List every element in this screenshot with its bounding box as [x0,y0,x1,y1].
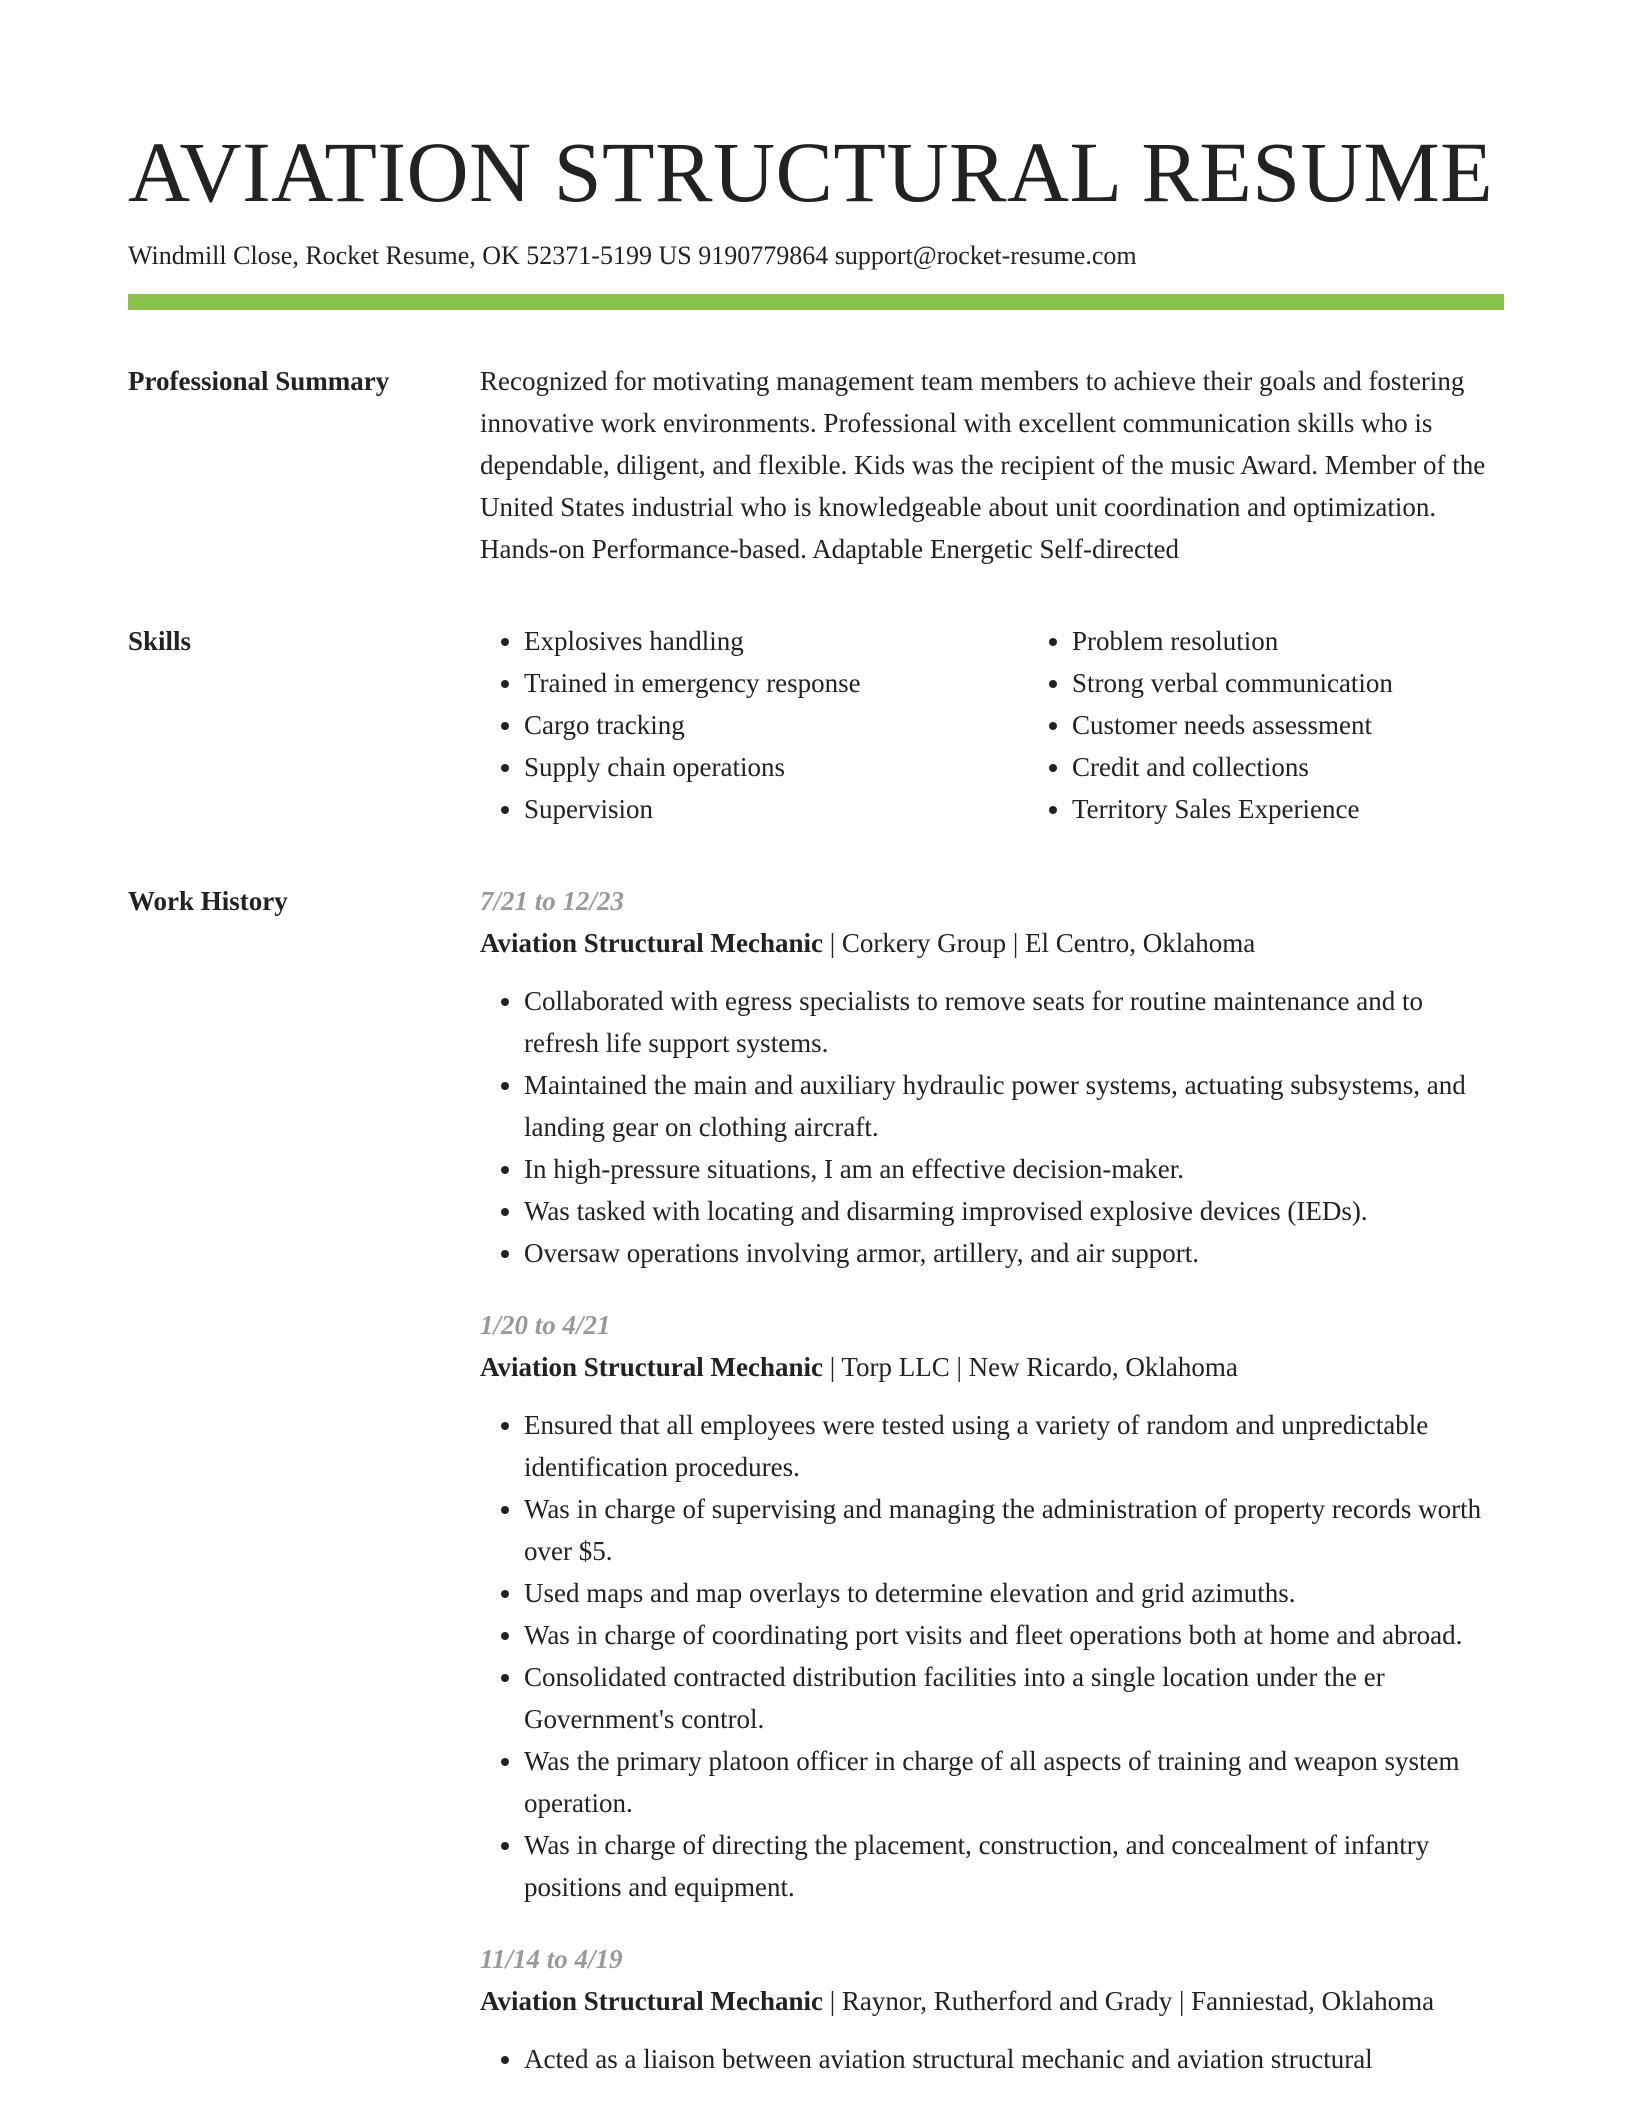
job-bullet: • Was in charge of directing the placement, construction, and concealment of infantry positions and equipment. [524,1824,1504,1908]
job-dates: 1/20 to 4/21 [480,1310,611,1340]
summary-text: Recognized for motivating management team members to achieve their goals and fostering innovative work environments. Professional with excellent communication skills who is dependable, diligent, and flexible. Kids was the recipient of the music Award. Member of the United States industrial who is knowledgeable about unit coordination and optimization. Hands-on Performance-based. Adaptable Energetic Self-directed [480,366,1486,564]
contact-address: Windmill Close, Rocket Resume, OK 52371-5199 US [128,241,692,270]
job-bullet: • Maintained the main and auxiliary hydraulic power systems, actuating subsystems, and landing gear on clothing aircraft. [524,1064,1504,1148]
job-bullet: • Was in charge of supervising and managing the administration of property records worth over $5. [524,1488,1504,1572]
job-employer-location: | Raynor, Rutherford and Grady | Fanniestad, Oklahoma [822,1986,1435,2016]
job-title-line [480,922,1504,964]
summary-section [128,360,1504,570]
skill-item: • Customer needs assessment [1072,704,1393,746]
summary-heading: Professional Summary [128,366,390,396]
skills-section [128,620,1504,830]
skill-item: • Credit and collections [1072,746,1393,788]
contact-line [128,238,1504,274]
job-title-line [480,1346,1504,1388]
work-history-heading: Work History [128,886,288,916]
job-bullet: • Was tasked with locating and disarming improvised explosive devices (IEDs). [524,1190,1504,1232]
resume-page [128,118,1504,2110]
accent-divider [128,294,1504,310]
job-bullet: • Was in charge of coordinating port visits and fleet operations both at home and abroad. [524,1614,1504,1656]
skill-item: • Territory Sales Experience [1072,788,1393,830]
contact-phone: 9190779864 [698,241,829,270]
job-entry [480,880,1504,1274]
job-bullet: • Oversaw operations involving armor, artillery, and air support. [524,1232,1504,1274]
job-title-line [480,1980,1504,2022]
skill-item: • Supply chain operations [524,746,1028,788]
job-list [480,880,1504,2110]
skills-list-right [1028,620,1393,830]
job-bullet: • Ensured that all employees were tested using a variety of random and unpredictable identification procedures. [524,1404,1504,1488]
skills-list-left [480,620,1028,830]
skill-item: • Trained in emergency response [524,662,1028,704]
job-role: Aviation Structural Mechanic [480,928,823,958]
job-bullet: • Consolidated contracted distribution facilities into a single location under the er Government's control. [524,1656,1504,1740]
skill-item: • Problem resolution [1072,620,1393,662]
resume-title: AVIATION STRUCTURAL RESUME [128,124,1494,220]
skill-item: • Strong verbal communication [1072,662,1393,704]
job-bullet: • Acted as a liaison between aviation structural mechanic and aviation structural [524,2038,1504,2080]
job-role: Aviation Structural Mechanic [480,1352,823,1382]
work-history-section [128,880,1504,2110]
job-bullet: • Was the primary platoon officer in charge of all aspects of training and weapon system operation. [524,1740,1504,1824]
job-bullet-list [480,2038,1504,2080]
job-employer-location: | Torp LLC | New Ricardo, Oklahoma [822,1352,1238,1382]
skill-item: • Supervision [524,788,1028,830]
job-bullet: • Collaborated with egress specialists to remove seats for routine maintenance and to refresh life support systems. [524,980,1504,1064]
job-bullet-list [480,1404,1504,1908]
job-dates: 11/14 to 4/19 [480,1944,623,1974]
skill-item: • Explosives handling [524,620,1028,662]
contact-email[interactable]: support@rocket-resume.com [834,241,1137,270]
job-dates: 7/21 to 12/23 [480,886,625,916]
job-bullet: • In high-pressure situations, I am an effective decision-maker. [524,1148,1504,1190]
skill-item: • Cargo tracking [524,704,1028,746]
job-employer-location: | Corkery Group | El Centro, Oklahoma [822,928,1256,958]
skills-columns [480,620,1504,830]
job-role: Aviation Structural Mechanic [480,1986,823,2016]
job-entry [480,1304,1504,1908]
job-entry [480,1938,1504,2080]
skills-heading: Skills [128,626,192,656]
job-bullet-list [480,980,1504,1274]
job-bullet: • Used maps and map overlays to determine elevation and grid azimuths. [524,1572,1504,1614]
